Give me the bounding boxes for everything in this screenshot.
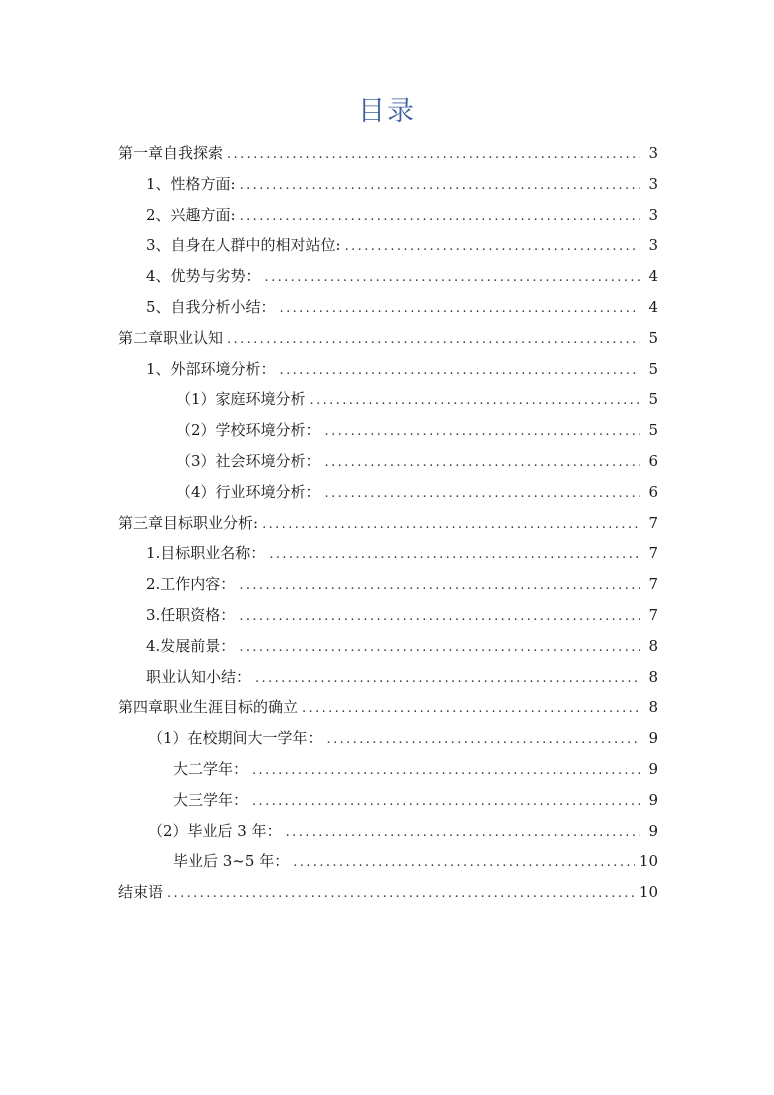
toc-dot-leader xyxy=(345,232,640,263)
toc-entry-chapter-1[interactable] xyxy=(118,138,658,169)
toc-dot-leader xyxy=(255,664,640,695)
toc-entry[interactable] xyxy=(118,477,658,508)
toc-page-number: 6 xyxy=(648,482,658,501)
toc-entry-text: 1、性格方面: xyxy=(146,174,236,193)
toc-dot-leader xyxy=(265,263,640,294)
toc-entry-text: 大三学年： xyxy=(173,790,249,809)
toc-entry-text: 结束语 xyxy=(118,883,164,902)
toc-entry-text: 5、自我分析小结： xyxy=(146,297,276,316)
toc-dot-leader xyxy=(325,448,640,479)
toc-page-number: 5 xyxy=(648,421,658,440)
toc-entry-chapter-4[interactable] xyxy=(118,692,658,723)
toc-entry[interactable] xyxy=(118,754,658,785)
toc-entry-text: 第二章职业认知 xyxy=(118,328,224,347)
toc-entry-text: （1）家庭环境分析 xyxy=(176,390,306,409)
toc-page-number: 4 xyxy=(648,267,658,286)
toc-dot-leader xyxy=(262,510,640,541)
toc-page-number: 10 xyxy=(638,883,658,902)
toc-entry[interactable] xyxy=(118,200,658,231)
toc-entry[interactable] xyxy=(118,169,658,200)
toc-dot-leader xyxy=(325,417,640,448)
toc-entry-text: 3、自身在人群中的相对站位: xyxy=(146,236,341,255)
toc-page-number: 3 xyxy=(648,236,658,255)
toc-entry-chapter-3[interactable] xyxy=(118,508,658,539)
toc-entry[interactable] xyxy=(118,384,658,415)
toc-page-number: 8 xyxy=(648,636,658,655)
toc-entry-text: 2.工作内容： xyxy=(146,575,236,594)
toc-entry[interactable] xyxy=(118,292,658,323)
toc-entry-text: 2、兴趣方面: xyxy=(146,205,236,224)
toc-entry-text: 1.目标职业名称： xyxy=(146,544,266,563)
toc-entry[interactable] xyxy=(118,354,658,385)
toc-dot-leader xyxy=(252,787,640,818)
toc-page-number: 5 xyxy=(648,328,658,347)
toc-page-number: 9 xyxy=(648,729,658,748)
toc-page-number: 7 xyxy=(648,605,658,624)
toc-entry[interactable] xyxy=(118,538,658,569)
toc-dot-leader xyxy=(293,848,635,879)
toc-dot-leader xyxy=(227,325,640,356)
toc-entry[interactable] xyxy=(118,785,658,816)
toc-dot-leader xyxy=(239,602,640,633)
toc-page-number: 6 xyxy=(648,451,658,470)
toc-page-number: 3 xyxy=(648,174,658,193)
toc-page-number: 5 xyxy=(648,359,658,378)
toc-entry-text: 职业认知小结： xyxy=(146,667,252,686)
table-of-contents xyxy=(118,138,658,908)
toc-dot-leader xyxy=(227,140,640,171)
toc-page-number: 4 xyxy=(648,297,658,316)
toc-dot-leader xyxy=(286,818,640,849)
toc-page-number: 9 xyxy=(648,759,658,778)
toc-dot-leader xyxy=(327,725,640,756)
toc-page-number: 5 xyxy=(648,390,658,409)
toc-page-number: 7 xyxy=(648,513,658,532)
toc-entry[interactable] xyxy=(118,600,658,631)
toc-entry[interactable] xyxy=(118,230,658,261)
toc-page-number: 7 xyxy=(648,575,658,594)
toc-dot-leader xyxy=(240,171,640,202)
toc-entry[interactable] xyxy=(118,569,658,600)
toc-entry[interactable] xyxy=(118,261,658,292)
toc-page-number: 8 xyxy=(648,698,658,717)
toc-entry[interactable] xyxy=(118,723,658,754)
toc-entry-text: 第三章目标职业分析: xyxy=(118,513,259,532)
toc-entry-text: 第四章职业生涯目标的确立 xyxy=(118,698,299,717)
toc-entry-text: （2）学校环境分析： xyxy=(176,421,321,440)
toc-entry-text: 大二学年： xyxy=(173,759,249,778)
toc-entry[interactable] xyxy=(118,662,658,693)
toc-dot-leader xyxy=(269,540,640,571)
toc-dot-leader xyxy=(280,294,640,325)
toc-page-number: 9 xyxy=(648,790,658,809)
toc-entry[interactable] xyxy=(118,446,658,477)
toc-dot-leader xyxy=(167,879,635,910)
toc-entry-text: （1）在校期间大一学年： xyxy=(148,729,323,748)
toc-entry-text: 3.任职资格： xyxy=(146,605,236,624)
toc-entry-text: （2）毕业后 3 年： xyxy=(148,821,282,840)
toc-entry[interactable] xyxy=(118,816,658,847)
toc-entry-text: 1、外部环境分析： xyxy=(146,359,276,378)
toc-dot-leader xyxy=(310,386,640,417)
toc-entry[interactable] xyxy=(118,846,658,877)
toc-entry-text: 毕业后 3~5 年： xyxy=(173,852,290,871)
toc-page-number: 8 xyxy=(648,667,658,686)
toc-dot-leader xyxy=(302,694,640,725)
toc-entry-chapter-2[interactable] xyxy=(118,323,658,354)
toc-entry-text: （4）行业环境分析： xyxy=(176,482,321,501)
toc-dot-leader xyxy=(252,756,640,787)
toc-dot-leader xyxy=(239,633,640,664)
toc-entry-text: 第一章自我探索 xyxy=(118,144,224,162)
toc-dot-leader xyxy=(240,202,640,233)
toc-dot-leader xyxy=(325,479,640,510)
toc-entry[interactable] xyxy=(118,631,658,662)
toc-dot-leader xyxy=(280,356,640,387)
toc-page-number: 9 xyxy=(648,821,658,840)
toc-entry-conclusion[interactable] xyxy=(118,877,658,908)
toc-entry-text: （3）社会环境分析： xyxy=(176,451,321,470)
toc-page-number: 3 xyxy=(648,205,658,224)
toc-page-number: 10 xyxy=(638,852,658,871)
toc-dot-leader xyxy=(239,571,640,602)
toc-page-number: 7 xyxy=(648,544,658,563)
toc-page-number: 3 xyxy=(648,144,658,162)
toc-entry-text: 4.发展前景： xyxy=(146,636,236,655)
toc-entry-text: 4、优势与劣势： xyxy=(146,267,261,286)
toc-title: 目录 xyxy=(358,96,416,127)
toc-entry[interactable] xyxy=(118,415,658,446)
